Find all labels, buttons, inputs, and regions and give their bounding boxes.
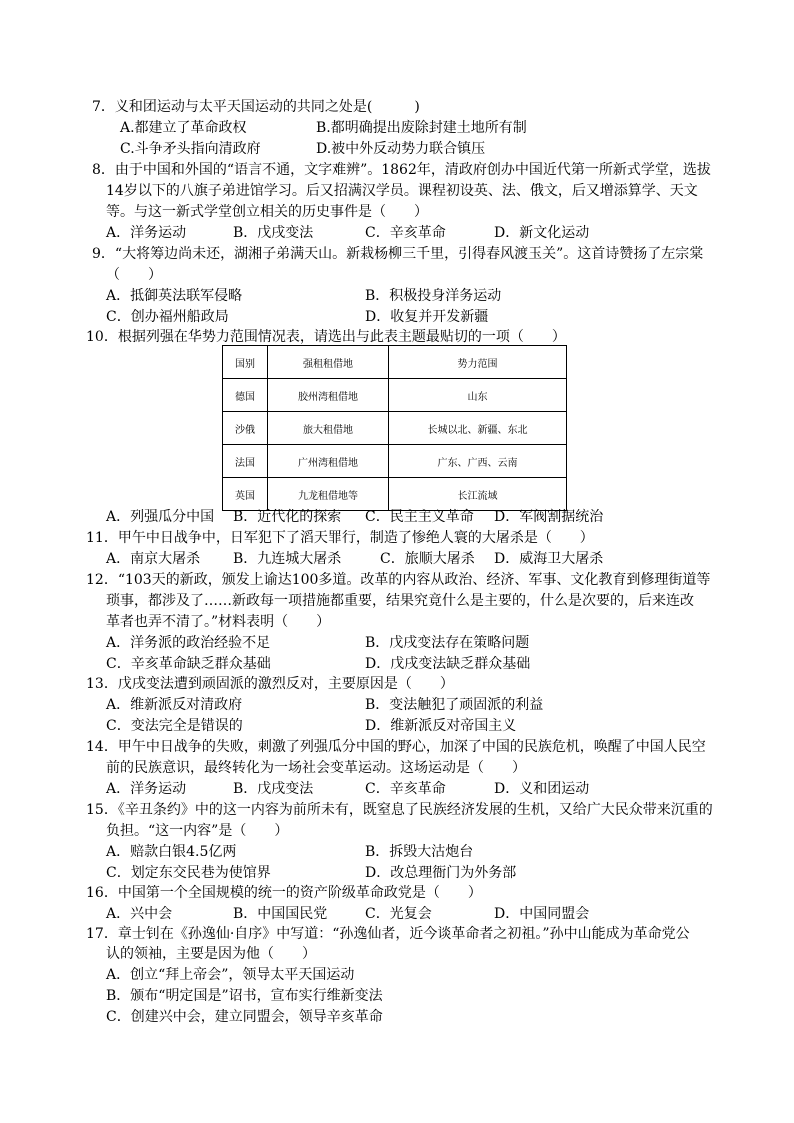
question-12-option-a: A．洋务派的政治经验不足 [106,635,271,651]
question-8-option-c: C．辛亥革命 [365,225,446,241]
sphere-of-influence-table [222,345,567,511]
question-10-option-d: D．军阀割据统治 [494,509,604,525]
question-17-stem-line-1: 17．章士钊在《孙逸仙·自序》中写道：“孙逸仙者，近今谈革命者之初祖。”孙中山能成为革命党公 [86,926,690,942]
question-13-option-a: A．维新派反对清政府 [106,697,243,713]
table-cell: 英国 [223,478,268,511]
question-8-option-d: D．新文化运动 [494,225,590,241]
question-9-option-b: B．积极投身洋务运动 [365,288,502,304]
table-row [223,445,567,478]
question-14-option-a: A．洋务运动 [106,781,187,797]
question-9-option-a: A．抵御英法联军侵略 [106,288,243,304]
question-7-option-d: D.被中外反动势力联合镇压 [316,141,486,157]
table-header-cell: 强租租借地 [268,346,389,379]
question-14-option-b: B．戊戌变法 [233,781,314,797]
question-13-option-c: C．变法完全是错误的 [106,718,243,734]
question-7-option-c: C.斗争矛头指向清政府 [120,141,261,157]
question-14-option-d: D．义和团运动 [494,781,590,797]
question-9-stem-line-2: （ ） [106,267,162,283]
question-16-option-a: A．兴中会 [106,906,173,922]
question-17-option-b: B．颁布“明定国是”诏书，宣布实行维新变法 [106,988,383,1004]
question-15-option-c: C．划定东交民巷为使馆界 [106,865,271,881]
question-16-option-c: C．光复会 [365,906,432,922]
question-8-stem-line-2: 14岁以下的八旗子弟进馆学习。后又招满汉学员。课程初设英、法、俄文，后又增添算学、天文 [106,183,698,199]
question-11-option-d: D．威海卫大屠杀 [494,551,604,567]
question-8-option-a: A．洋务运动 [106,225,187,241]
question-17-option-a: A．创立“拜上帝会”，领导太平天国运动 [106,967,355,983]
question-8-option-b: B．戊戌变法 [233,225,314,241]
question-15-stem-line-2: 负担。“这一内容”是（ ） [106,823,289,839]
table-header-cell: 势力范围 [389,346,567,379]
question-11-option-a: A．南京大屠杀 [106,551,201,567]
question-7-option-a: A.都建立了革命政权 [120,120,247,136]
table-cell: 胶州湾租借地 [268,379,389,412]
question-9-option-d: D．收复并开发新疆 [365,309,489,325]
table-cell: 山东 [389,379,567,412]
question-15-option-a: A．赔款白银4.5亿两 [106,844,237,860]
question-10-option-c: C．民主主义革命 [365,509,474,525]
question-15-option-b: B．拆毁大沽炮台 [365,844,474,860]
question-12-option-b: B．戊戌变法存在策略问题 [365,635,530,651]
question-8-stem-line-1: 8．由于中国和外国的“语言不通，文字难辨”。1862年，清政府创办中国近代第一所新式学堂，选拔 [92,162,711,178]
table-cell: 德国 [223,379,268,412]
question-14-stem-line-1: 14．甲午中日战争的失败，刺激了列强瓜分中国的野心，加深了中国的民族危机，唤醒了中国人民空 [86,739,706,755]
table-cell: 长江流域 [389,478,567,511]
table-header-row [223,346,567,379]
question-10-option-a: A．列强瓜分中国 [106,509,215,525]
question-15-stem-line-1: 15．《辛丑条约》中的这一内容为前所未有，既窒息了民族经济发展的生机，又给广大民众带来沉重的 [86,802,713,818]
table-cell: 法国 [223,445,268,478]
question-12-option-c: C．辛亥革命缺乏群众基础 [106,656,271,672]
question-12-stem-line-3: 革者也弄不清了。”材料表明（ ） [106,614,331,630]
question-9-option-c: C．创办福州船政局 [106,309,229,325]
question-14-stem-line-2: 前的民族意识，最终转化为一场社会变革运动。这场运动是（ ） [106,760,526,776]
table-row [223,478,567,511]
question-12-stem-line-2: 琐事，都涉及了……新政每一项措施都重要，结果究竟什么是主要的，什么是次要的，后来连改 [106,593,694,609]
question-16-option-b: B．中国国民党 [233,906,328,922]
question-13-option-d: D．维新派反对帝国主义 [365,718,517,734]
question-14-option-c: C．辛亥革命 [365,781,446,797]
question-7-stem: 7．义和团运动与太平天国运动的共同之处是( ) [92,99,420,115]
question-13-option-b: B．变法触犯了顽固派的利益 [365,697,544,713]
question-13-stem: 13．戊戌变法遭到顽固派的激烈反对，主要原因是（ ） [86,676,454,692]
table-cell: 沙俄 [223,412,268,445]
table-cell: 广东、广西、云南 [389,445,567,478]
question-10-option-b: B．近代化的探索 [233,509,342,525]
question-11-option-c: C．旅顺大屠杀 [380,551,475,567]
question-11-stem: 11．甲午中日战争中，日军犯下了滔天罪行，制造了惨绝人寰的大屠杀是（ ） [86,530,594,546]
question-11-option-b: B．九连城大屠杀 [233,551,342,567]
question-16-stem: 16．中国第一个全国规模的统一的资产阶级革命政党是（ ） [86,885,482,901]
question-12-option-d: D．戊戌变法缺乏群众基础 [365,656,531,672]
question-17-option-c: C．创建兴中会，建立同盟会，领导辛亥革命 [106,1009,383,1025]
table-cell: 长城以北、新疆、东北 [389,412,567,445]
table-row [223,379,567,412]
table-cell: 旅大租借地 [268,412,389,445]
table-row [223,412,567,445]
question-12-stem-line-1: 12．“103天的新政，颁发上谕达100多道。改革的内容从政治、经济、军事、文化教育到修理街道等 [86,572,711,588]
question-17-stem-line-2: 认的领袖，主要是因为他（ ） [106,946,316,962]
question-7-option-b: B.都明确提出废除封建土地所有制 [316,120,527,136]
table-header-cell: 国别 [223,346,268,379]
question-9-stem-line-1: 9．“大将筹边尚未还，湖湘子弟满天山。新栽杨柳三千里，引得春风渡玉关”。这首诗赞扬了左宗棠 [92,246,704,262]
table-cell: 广州湾租借地 [268,445,389,478]
table-cell: 九龙租借地等 [268,478,389,511]
question-10-stem: 10．根据列强在华势力范围情况表，请选出与此表主题最贴切的一项（ ） [86,329,566,345]
question-16-option-d: D．中国同盟会 [494,906,590,922]
question-8-stem-line-3: 等。与这一新式学堂创立相关的历史事件是（ ） [106,204,428,220]
question-15-option-d: D．改总理衙门为外务部 [365,865,517,881]
